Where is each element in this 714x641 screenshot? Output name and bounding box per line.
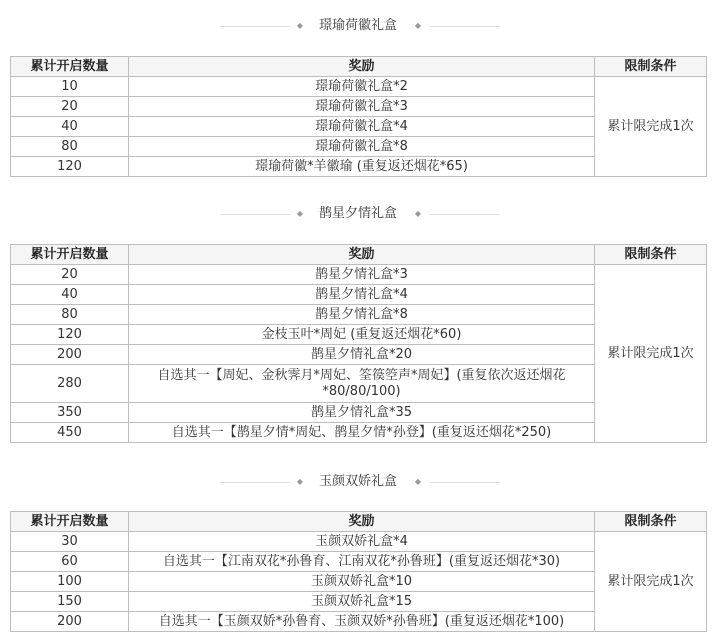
reward-cell: 金枝玉叶*周妃 (重复返还烟花*60) [129,325,595,345]
table-row [11,265,707,285]
reward-cell: 鹊星夕情礼盒*3 [129,265,595,285]
section-title: 鹊星夕情礼盒 [318,206,397,221]
title-divider-right [430,26,500,27]
count-cell: 40 [11,285,129,305]
title-divider-left [220,26,290,27]
reward-cell: 玉颜双娇礼盒*10 [129,572,595,592]
reward-cell: 鹊星夕情礼盒*35 [129,403,595,423]
reward-cell: 玉颜双娇礼盒*4 [129,532,595,552]
reward-cell: 自选其一【周妃、金秋霁月*周妃、筌篌箜声*周妃】(重复依次返还烟花*80/80/100) [129,365,595,403]
condition-cell: 累计限完成1次 [595,77,707,177]
reward-cell: 自选其一【江南双花*孙鲁育、江南双花*孙鲁班】(重复返还烟花*30) [129,552,595,572]
table-header-row [11,245,707,265]
count-cell: 60 [11,552,129,572]
header-condition: 限制条件 [595,245,707,265]
title-divider-left [220,214,290,215]
count-cell: 30 [11,532,129,552]
section-title: 玉颜双娇礼盒 [318,474,397,489]
reward-cell: 鹊星夕情礼盒*8 [129,305,595,325]
count-cell: 150 [11,592,129,612]
section-quexing [10,204,706,440]
count-cell: 350 [11,403,129,423]
diamond-icon: ◆ [296,209,304,218]
count-cell: 450 [11,423,129,443]
section-title: 璟瑜荷徽礼盒 [318,18,397,33]
condition-cell: 累计限完成1次 [595,265,707,443]
section-jingyu [10,16,706,174]
reward-cell: 璟瑜荷徽礼盒*4 [129,117,595,137]
diamond-icon: ◆ [414,21,422,30]
count-cell: 280 [11,365,129,403]
section-title-bar [10,204,706,224]
diamond-icon: ◆ [296,477,304,486]
reward-cell: 自选其一【鹊星夕情*周妃、鹊星夕情*孙登】(重复返还烟花*250) [129,423,595,443]
title-divider-right [430,482,500,483]
header-reward: 奖励 [129,512,595,532]
header-condition: 限制条件 [595,512,707,532]
reward-table [10,56,707,177]
count-cell: 20 [11,265,129,285]
table-header-row [11,57,707,77]
count-cell: 120 [11,157,129,177]
count-cell: 40 [11,117,129,137]
header-reward: 奖励 [129,245,595,265]
header-reward: 奖励 [129,57,595,77]
reward-cell: 璟瑜荷徽礼盒*2 [129,77,595,97]
count-cell: 10 [11,77,129,97]
reward-cell: 璟瑜荷徽礼盒*8 [129,137,595,157]
header-count: 累计开启数量 [11,57,129,77]
reward-cell: 玉颜双娇礼盒*15 [129,592,595,612]
count-cell: 200 [11,345,129,365]
section-title-bar [10,16,706,36]
count-cell: 80 [11,137,129,157]
reward-cell: 璟瑜荷徽礼盒*3 [129,97,595,117]
reward-table [10,244,707,443]
header-count: 累计开启数量 [11,512,129,532]
reward-cell: 自选其一【玉颜双娇*孙鲁育、玉颜双娇*孙鲁班】(重复返还烟花*100) [129,612,595,632]
title-divider-right [430,214,500,215]
count-cell: 100 [11,572,129,592]
diamond-icon: ◆ [414,209,422,218]
reward-table [10,511,707,632]
header-count: 累计开启数量 [11,245,129,265]
header-condition: 限制条件 [595,57,707,77]
reward-cell: 鹊星夕情礼盒*20 [129,345,595,365]
diamond-icon: ◆ [414,477,422,486]
reward-cell: 鹊星夕情礼盒*4 [129,285,595,305]
section-yuyan [10,472,706,629]
condition-cell: 累计限完成1次 [595,532,707,632]
table-row [11,532,707,552]
section-title-bar [10,472,706,492]
table-row [11,77,707,97]
title-divider-left [220,482,290,483]
count-cell: 20 [11,97,129,117]
table-header-row [11,512,707,532]
count-cell: 120 [11,325,129,345]
count-cell: 200 [11,612,129,632]
diamond-icon: ◆ [296,21,304,30]
count-cell: 80 [11,305,129,325]
reward-cell: 璟瑜荷徽*羊徽瑜 (重复返还烟花*65) [129,157,595,177]
